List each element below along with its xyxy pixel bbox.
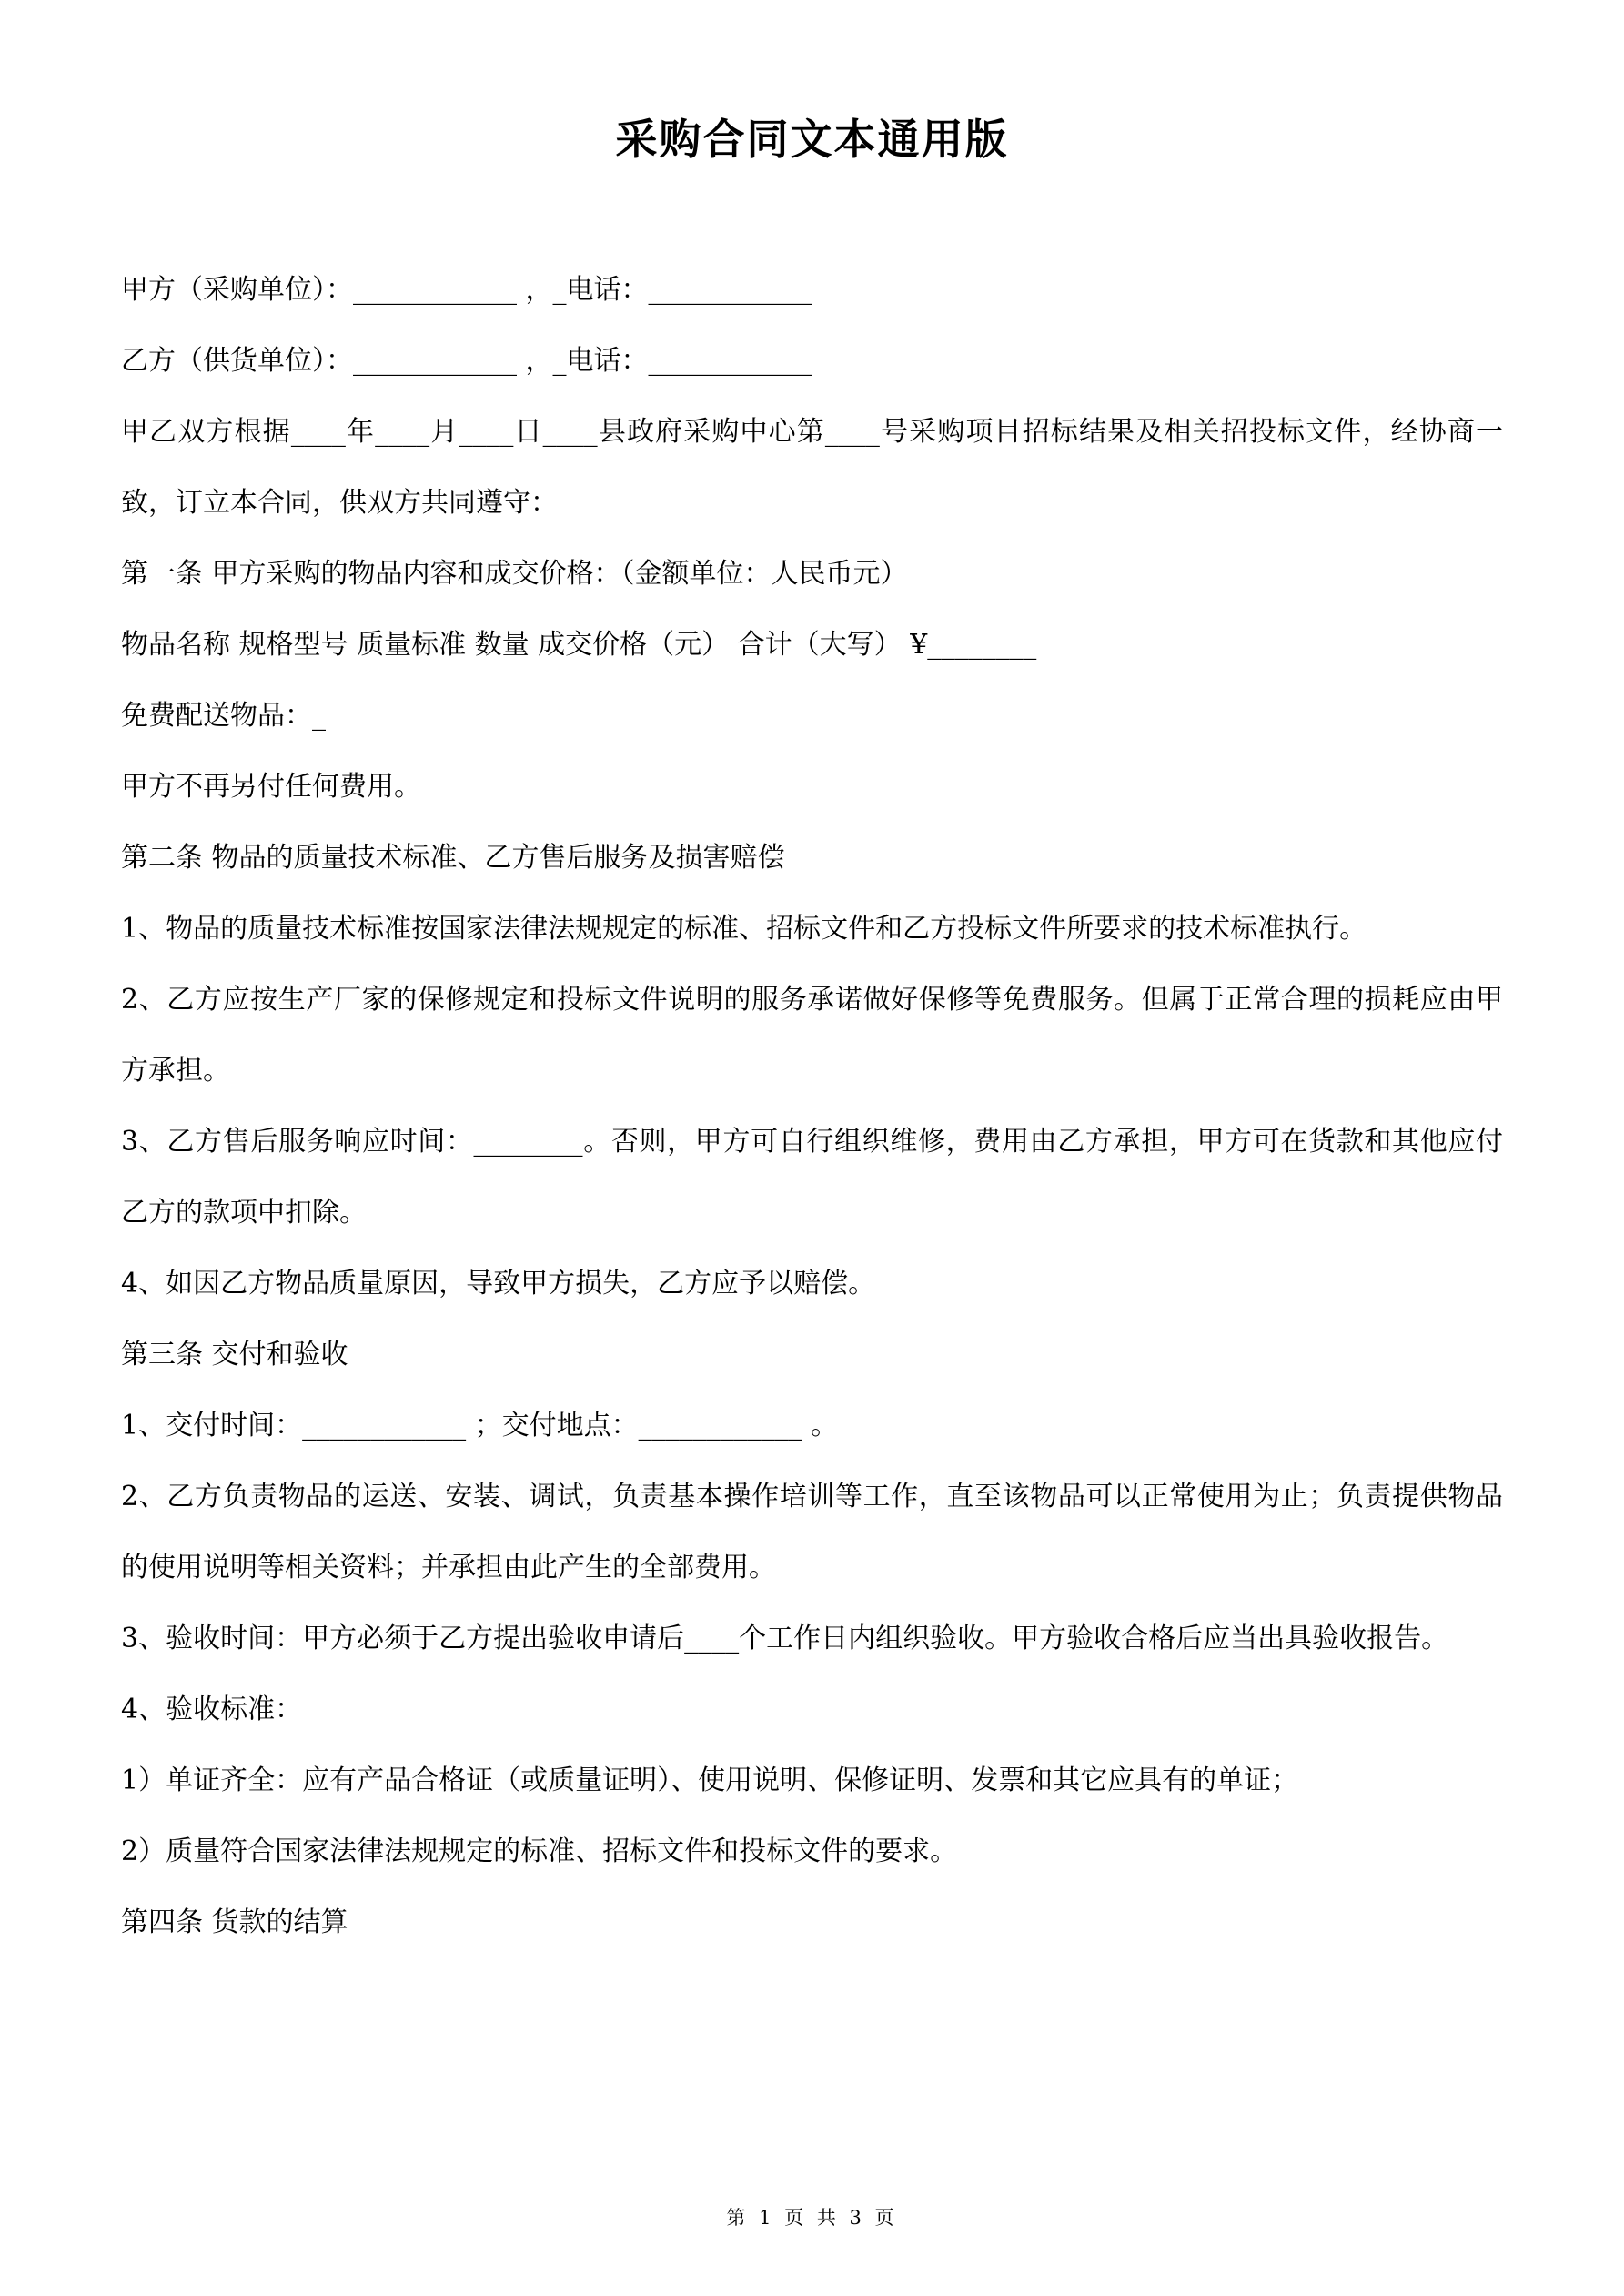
paragraph-clause-3-item-2: 2、乙方负责物品的运送、安装、调试，负责基本操作培训等工作，直至该物品可以正常使用为止；负责提供物品的使用说明等相关资料；并承担由此产生的全部费用。 [121,1481,1503,1583]
paragraph-clause-3-item-4: 4、验收标准： [121,1694,303,1725]
document-body [121,255,1503,1958]
paragraph-clause-4-heading: 第四条 货款的结算 [121,1907,348,1938]
paragraph-acceptance-criteria-1: 1）单证齐全：应有产品合格证（或质量证明）、使用说明、保修证明、发票和其它应具有的单证； [121,1765,1299,1796]
paragraph-clause-2-item-3: 3、乙方售后服务响应时间：________。否则，甲方可自行组织维修，费用由乙方承担，甲方可在货款和其他应付乙方的款项中扣除。 [121,1126,1503,1229]
paragraph-clause-2-item-2: 2、乙方应按生产厂家的保修规定和投标文件说明的服务承诺做好保修等免费服务。但属于正常合理的损耗应由甲方承担。 [121,984,1503,1087]
paragraph-clause-3-item-1: 1、交付时间：____________ ；交付地点：____________ 。 [121,1410,839,1441]
paragraph-no-extra-fee: 甲方不再另付任何费用。 [121,771,421,803]
paragraph-free-delivery: 免费配送物品：_ [121,700,326,732]
page-number: 第 1 页 共 3 页 [726,2207,898,2229]
paragraph-clause-2-item-1: 1、物品的质量技术标准按国家法律法规规定的标准、招标文件和乙方投标文件所要求的技术标准执行。 [121,913,1367,945]
paragraph-clause-1-heading: 第一条 甲方采购的物品内容和成交价格：（金额单位：人民币元） [121,558,908,590]
paragraph-clause-2-heading: 第二条 物品的质量技术标准、乙方售后服务及损害赔偿 [121,842,785,874]
paragraph-clause-3-heading: 第三条 交付和验收 [121,1339,348,1371]
document-title: 采购合同文本通用版 [615,115,1009,164]
paragraph-items-header: 物品名称 规格型号 质量标准 数量 成交价格（元） 合计（大写） ¥________ [121,629,1037,661]
paragraph-preamble: 甲乙双方根据____年____月____日____县政府采购中心第____号采购项目招标结果及相关招投标文件，经协商一致，订立本合同，供双方共同遵守： [121,416,1503,519]
paragraph-party-b: 乙方（供货单位）：____________ ，_电话：____________ [121,345,812,377]
paragraph-clause-3-item-3: 3、验收时间：甲方必须于乙方提出验收申请后____个工作日内组织验收。甲方验收合格后应当出具验收报告。 [121,1623,1449,1654]
paragraph-acceptance-criteria-2: 2）质量符合国家法律法规规定的标准、招标文件和投标文件的要求。 [121,1836,958,1867]
paragraph-clause-2-item-4: 4、如因乙方物品质量原因，导致甲方损失，乙方应予以赔偿。 [121,1268,876,1300]
paragraph-party-a: 甲方（采购单位）：____________ ，_电话：____________ [121,274,812,306]
